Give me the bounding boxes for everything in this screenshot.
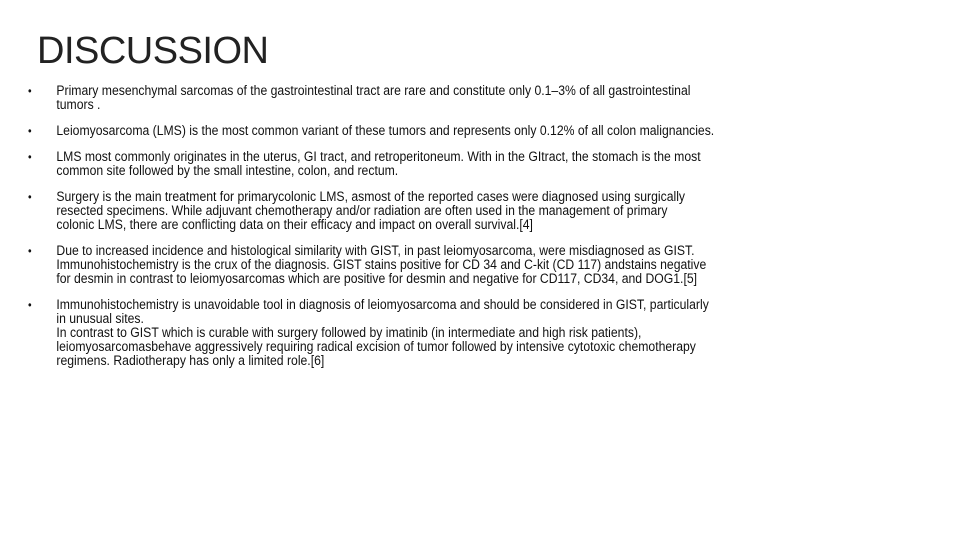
bullet-dot-icon: • xyxy=(28,124,32,138)
bullet-text-line: Immunohistochemistry is unavoidable tool in diagnosis of leiomyosarcoma and should be considered in GIST, particularly xyxy=(56,297,709,313)
bullet-text-line: for desmin in contrast to leiomyosarcomas which are positive for desmin and negative for CD117, CD34, and DOG1.[5] xyxy=(56,271,698,287)
bullet-text-line: In contrast to GIST which is curable with surgery followed by imatinib (in intermediate and high risk patients), xyxy=(56,325,642,341)
bullet-item xyxy=(28,124,888,138)
bullet-text-line: Surgery is the main treatment for primarycolonic LMS, asmost of the reported cases were diagnosed using surgically xyxy=(56,189,686,205)
slide-title: DISCUSSION xyxy=(37,30,269,72)
bullet-text-line: resected specimens. While adjuvant chemotherapy and/or radiation are often used in the management of primary xyxy=(56,203,668,219)
bullet-text-line: Immunohistochemistry is the crux of the diagnosis. GIST stains positive for CD 34 and C-kit (CD 117) andstains negative xyxy=(56,257,707,273)
bullet-text-line: LMS most commonly originates in the uterus, GI tract, and retroperitoneum. With in the GItract, the stomach is the most xyxy=(56,149,701,165)
bullet-item xyxy=(28,84,888,112)
bullet-item xyxy=(28,298,888,368)
bullet-dot-icon: • xyxy=(28,244,32,258)
bullet-text-line: regimens. Radiotherapy has only a limited role.[6] xyxy=(56,353,325,369)
bullet-dot-icon: • xyxy=(28,298,32,312)
bullet-item xyxy=(28,190,888,232)
bullet-dot-icon: • xyxy=(28,190,32,204)
bullet-text-line: common site followed by the small intestine, colon, and rectum. xyxy=(56,163,399,179)
bullet-dot-icon: • xyxy=(28,84,32,98)
bullet-item xyxy=(28,244,888,286)
bullet-text-line: in unusual sites. xyxy=(56,311,144,327)
bullet-text-line: Primary mesenchymal sarcomas of the gastrointestinal tract are rare and constitute only 0.1–3% of all gastrointestinal xyxy=(56,83,691,99)
bullet-text-line: Leiomyosarcoma (LMS) is the most common variant of these tumors and represents only 0.12% of all colon malignancies. xyxy=(56,123,715,139)
bullet-text-line: leiomyosarcomasbehave aggressively requiring radical excision of tumor followed by intensive cytotoxic chemotherapy xyxy=(56,339,696,355)
bullet-list xyxy=(28,84,888,380)
bullet-item xyxy=(28,150,888,178)
bullet-text-line: Due to increased incidence and histological similarity with GIST, in past leiomyosarcoma, were misdiagnosed as GIST. xyxy=(56,243,695,259)
bullet-text-line: colonic LMS, there are conflicting data on their efficacy and impact on overall survival.[4] xyxy=(56,217,533,233)
bullet-text-line: tumors . xyxy=(56,97,101,113)
bullet-dot-icon: • xyxy=(28,150,32,164)
